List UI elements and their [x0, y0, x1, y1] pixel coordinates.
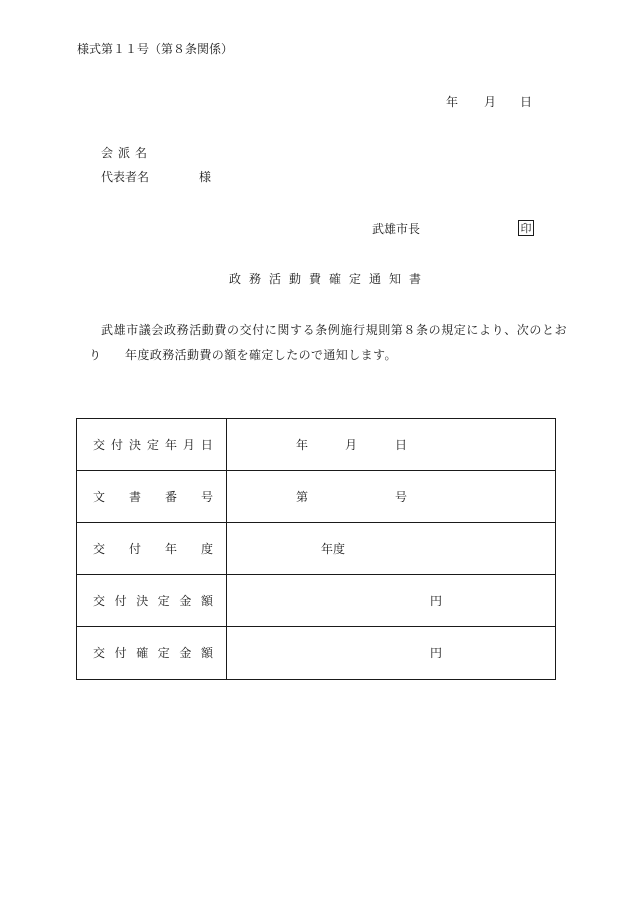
- value-month: 月: [345, 438, 358, 452]
- label-char: 年: [164, 542, 177, 556]
- label-char: 決: [128, 438, 141, 452]
- label-char: 額: [200, 646, 213, 660]
- mayor-title: 武雄市長: [372, 222, 421, 236]
- label-char: 決: [136, 594, 149, 608]
- label-char: 交: [93, 438, 106, 452]
- label-char: 番: [164, 490, 177, 504]
- info-table: [76, 418, 556, 680]
- row-label: [93, 543, 213, 555]
- table-row-decided-amount: [77, 575, 555, 627]
- value-yen: 円: [430, 646, 443, 660]
- label-char: 号: [200, 490, 213, 504]
- honorific-label: 様: [199, 170, 212, 184]
- label-char: 付: [110, 438, 123, 452]
- label-char: 定: [157, 594, 170, 608]
- document-title: 政務活動費確定通知書: [229, 272, 430, 286]
- table-row-confirmed-amount: [77, 627, 555, 679]
- table-label-cell: [77, 627, 227, 679]
- row-label: [93, 439, 213, 451]
- row-label: [93, 491, 213, 503]
- table-row-document-number: [77, 471, 555, 523]
- label-char: 額: [200, 594, 213, 608]
- row-label: [93, 595, 213, 607]
- label-char: 交: [93, 646, 106, 660]
- table-row-fiscal-year: [77, 523, 555, 575]
- value-nendo: 年度: [321, 542, 346, 556]
- value-dai: 第: [296, 490, 309, 504]
- value-yen: 円: [430, 594, 443, 608]
- body-text-line-2-start: り: [89, 348, 102, 362]
- table-label-cell: [77, 471, 227, 522]
- label-char: 付: [114, 646, 127, 660]
- value-year: 年: [296, 438, 309, 452]
- date-day-label: 日: [520, 95, 533, 109]
- body-text-line-2-rest: 年度政務活動費の額を確定したので通知します。: [125, 348, 397, 362]
- table-label-cell: [77, 419, 227, 470]
- table-row-decision-date: [77, 419, 555, 471]
- label-char: 日: [200, 438, 213, 452]
- value-day: 日: [395, 438, 408, 452]
- label-char: 定: [157, 646, 170, 660]
- label-char: 交: [93, 542, 106, 556]
- label-char: 文: [93, 490, 106, 504]
- representative-name-label: 代表者名: [101, 170, 150, 184]
- table-label-cell: [77, 575, 227, 626]
- label-char: 定: [146, 438, 159, 452]
- label-char: 確: [136, 646, 149, 660]
- label-char: 交: [93, 594, 106, 608]
- label-char: 度: [200, 542, 213, 556]
- row-label: [93, 647, 213, 659]
- faction-name-label: 会派名: [101, 146, 153, 160]
- label-char: 月: [182, 438, 195, 452]
- value-go: 号: [395, 490, 408, 504]
- date-month-label: 月: [484, 95, 497, 109]
- table-label-cell: [77, 523, 227, 574]
- seal-mark: 印: [518, 220, 534, 236]
- label-char: 付: [128, 542, 141, 556]
- label-char: 書: [128, 490, 141, 504]
- label-char: 金: [179, 646, 192, 660]
- date-year-label: 年: [446, 95, 459, 109]
- form-number-label: 様式第１１号（第８条関係）: [77, 42, 234, 56]
- label-char: 金: [179, 594, 192, 608]
- label-char: 付: [114, 594, 127, 608]
- body-text-line-1: 武雄市議会政務活動費の交付に関する条例施行規則第８条の規定により、次のとお: [101, 323, 568, 337]
- label-char: 年: [164, 438, 177, 452]
